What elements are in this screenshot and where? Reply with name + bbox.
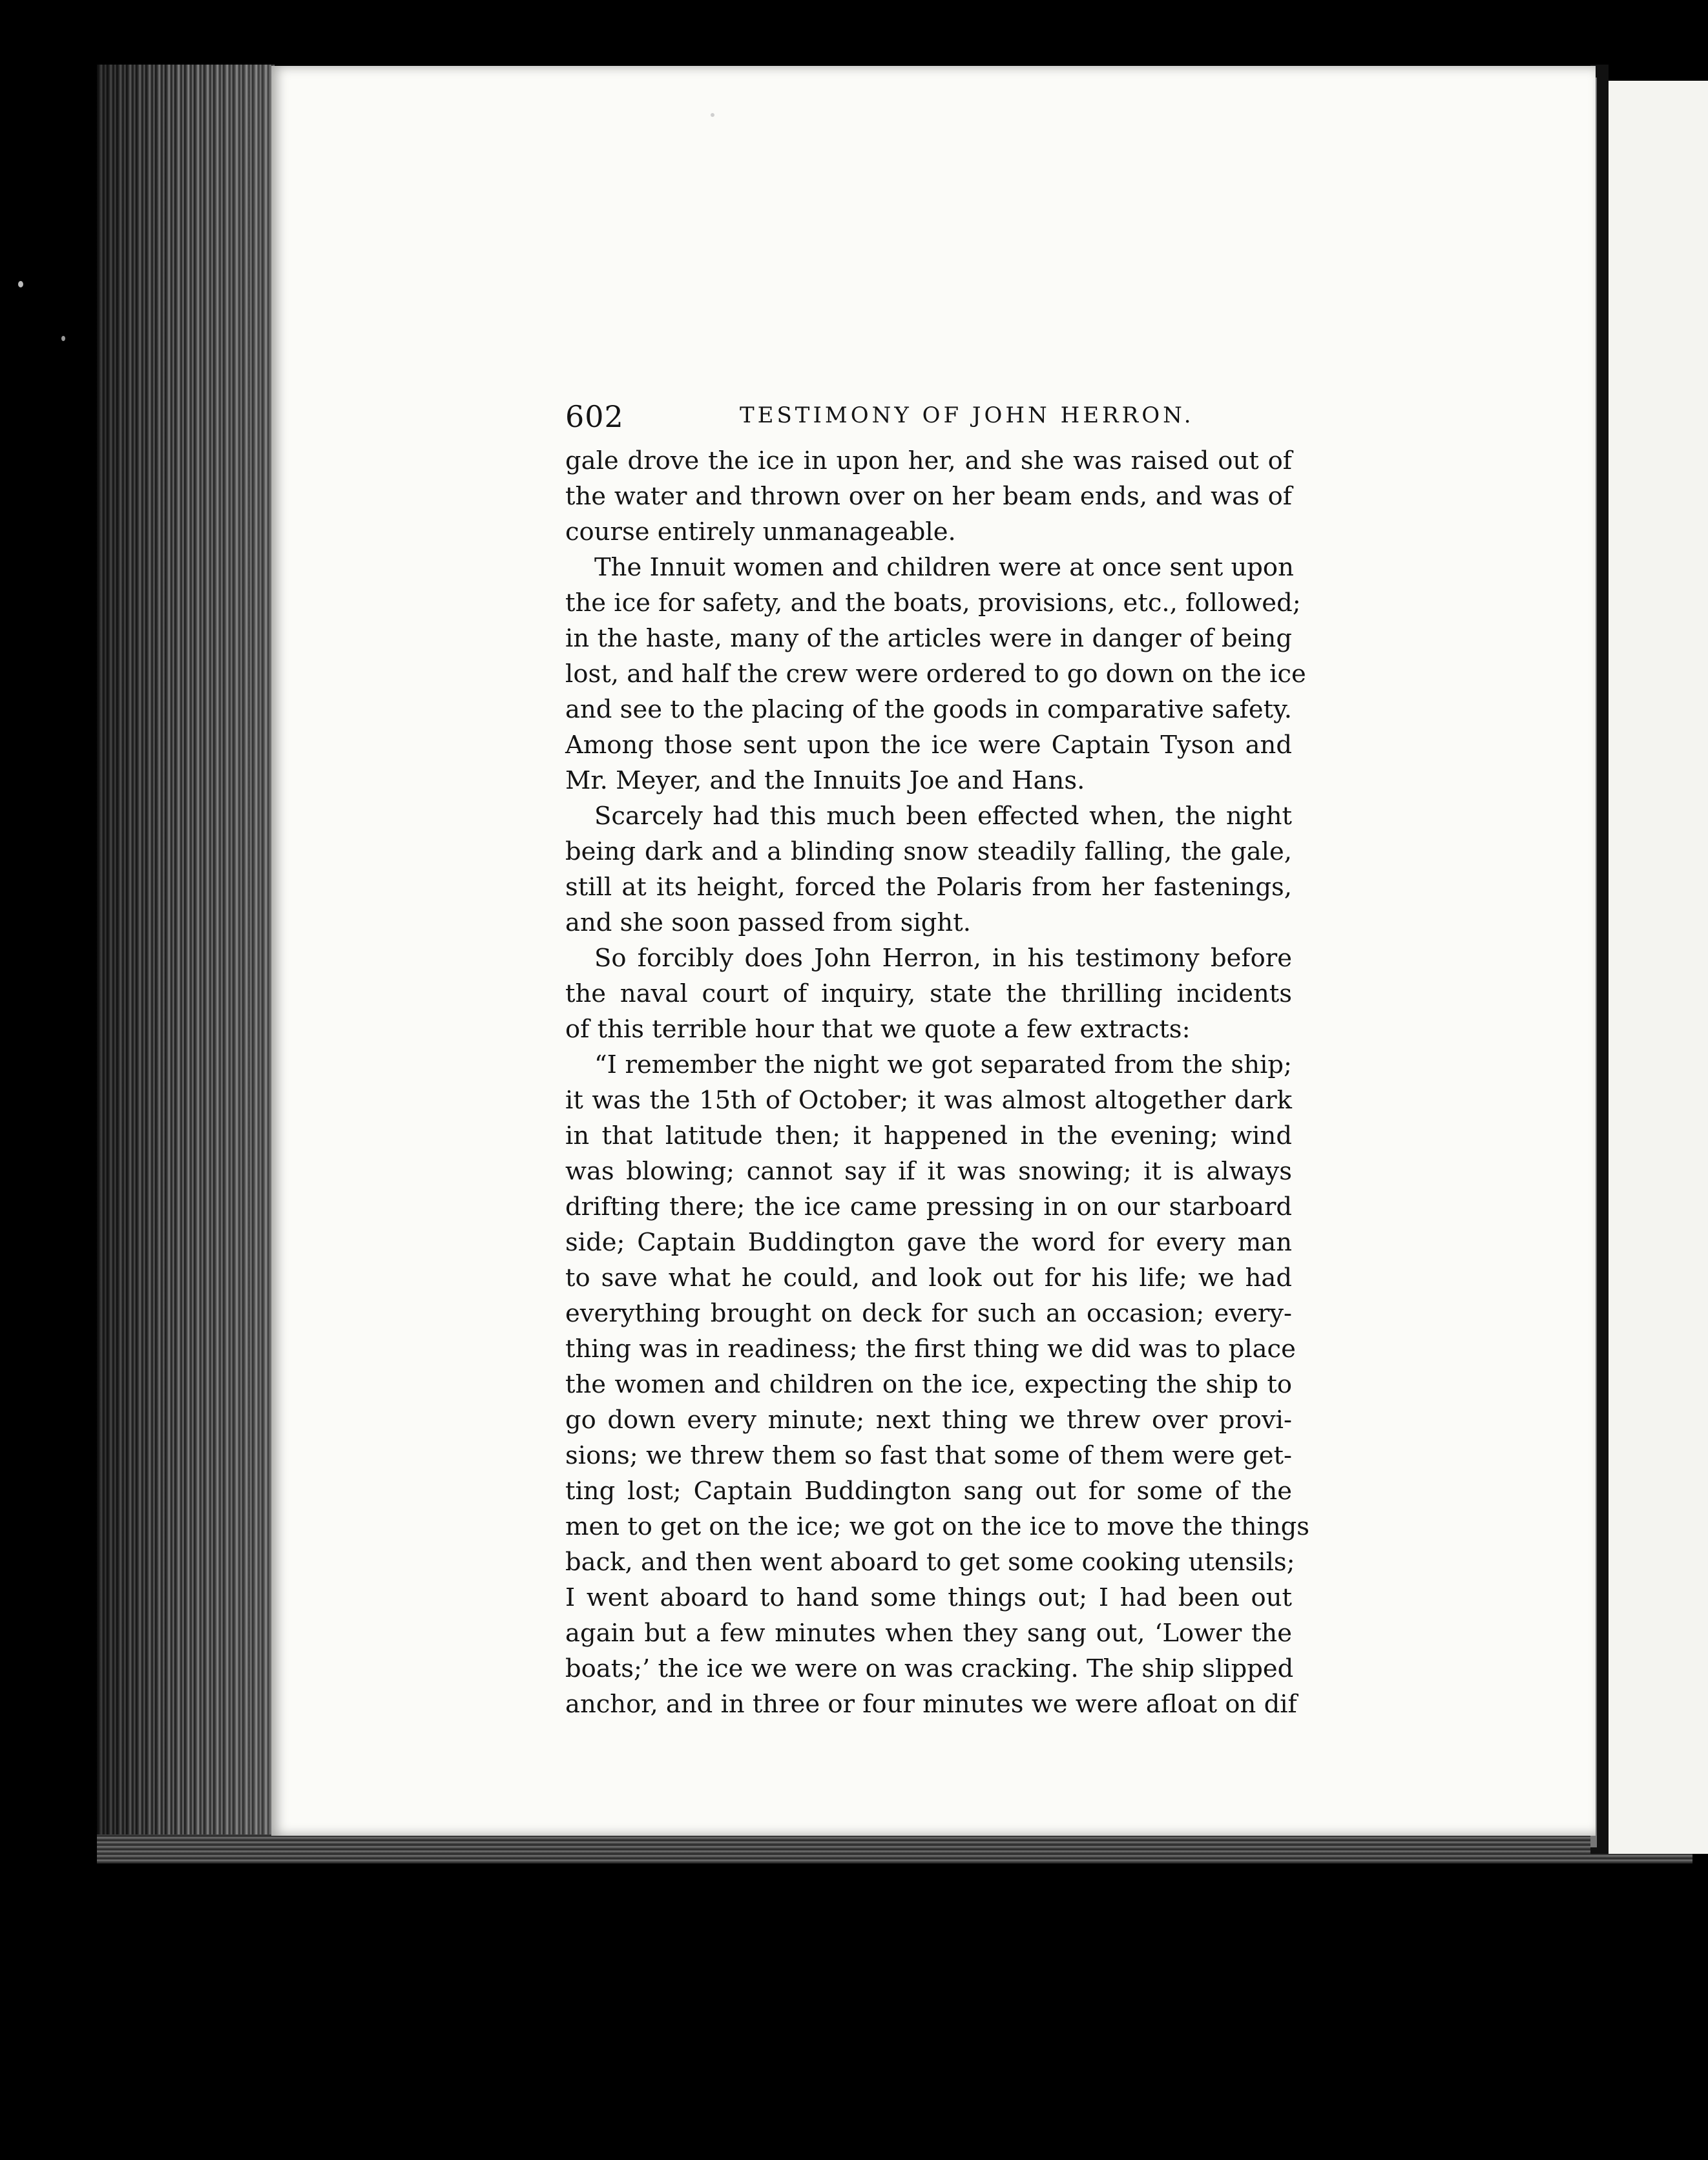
text-line: in that latitude then; it happened in the evening; wind <box>565 1121 1292 1150</box>
running-head-title: TESTIMONY OF JOHN HERRON. <box>740 402 1194 428</box>
text-line: to save what he could, and look out for his life; we had <box>565 1263 1292 1293</box>
body-text <box>565 443 1310 1722</box>
text-line: and she soon passed from sight. <box>565 908 971 937</box>
book-bottom-edge <box>97 1834 1692 1864</box>
text-line: Scarcely had this much been effected when, the night <box>594 802 1292 831</box>
text-line: anchor, and in three or four minutes we were afloat on dif <box>565 1690 1297 1719</box>
facing-page <box>1609 81 1708 1854</box>
text-line: “I remember the night we got separated from the ship; <box>594 1050 1292 1079</box>
text-line: So forcibly does John Herron, in his testimony before <box>594 944 1292 973</box>
page-number: 602 <box>565 399 624 434</box>
text-line: it was the 15th of October; it was almost altogether dark <box>565 1086 1292 1115</box>
text-line: gale drove the ice in upon her, and she was raised out of <box>565 446 1292 475</box>
text-line: and see to the placing of the goods in comparative safety. <box>565 695 1292 724</box>
text-line: again but a few minutes when they sang out, ‘Lower the <box>565 1619 1292 1648</box>
text-line: go down every minute; next thing we threw over provi- <box>565 1406 1292 1435</box>
text-line: of this terrible hour that we quote a few extracts: <box>565 1015 1191 1044</box>
scan-speck <box>61 336 65 341</box>
text-line: in the haste, many of the articles were in danger of being <box>565 624 1292 653</box>
text-line: the water and thrown over on her beam ends, and was of <box>565 482 1292 511</box>
scan-speck <box>18 281 23 287</box>
text-line: course entirely unmanageable. <box>565 517 956 546</box>
text-line: the ice for safety, and the boats, provisions, etc., followed; <box>565 588 1301 618</box>
text-line: sions; we threw them so fast that some of them were get- <box>565 1441 1292 1470</box>
page-edge-shadow <box>97 65 275 1847</box>
text-line: ting lost; Captain Buddington sang out for some of the <box>565 1477 1292 1506</box>
text-line: men to get on the ice; we got on the ice to move the things <box>565 1512 1310 1541</box>
text-line: back, and then went aboard to get some cooking utensils; <box>565 1548 1295 1577</box>
text-line: lost, and half the crew were ordered to go down on the ice <box>565 659 1306 689</box>
scan-speck <box>711 113 714 117</box>
text-line: everything brought on deck for such an occasion; every- <box>565 1299 1292 1328</box>
text-line: the naval court of inquiry, state the thrilling incidents <box>565 979 1292 1008</box>
text-line: the women and children on the ice, expecting the ship to <box>565 1370 1292 1399</box>
text-line: side; Captain Buddington gave the word for every man <box>565 1228 1292 1257</box>
text-line: being dark and a blinding snow steadily falling, the gale, <box>565 837 1292 866</box>
text-line: was blowing; cannot say if it was snowing; it is always <box>565 1157 1292 1186</box>
text-line: thing was in readiness; the first thing we did was to place <box>565 1334 1296 1364</box>
page-content <box>565 399 1310 1722</box>
text-line: The Innuit women and children were at once sent upon <box>594 553 1294 582</box>
text-line: I went aboard to hand some things out; I had been out <box>565 1583 1292 1612</box>
text-line: Among those sent upon the ice were Captain Tyson and <box>565 731 1292 760</box>
text-line: still at its height, forced the Polaris from her fastenings, <box>565 873 1292 902</box>
text-line: drifting there; the ice came pressing in on our starboard <box>565 1192 1292 1221</box>
text-line: Mr. Meyer, and the Innuits Joe and Hans. <box>565 766 1085 795</box>
text-line: boats;’ the ice we were on was cracking. The ship slipped <box>565 1654 1294 1683</box>
running-head <box>565 399 1292 438</box>
